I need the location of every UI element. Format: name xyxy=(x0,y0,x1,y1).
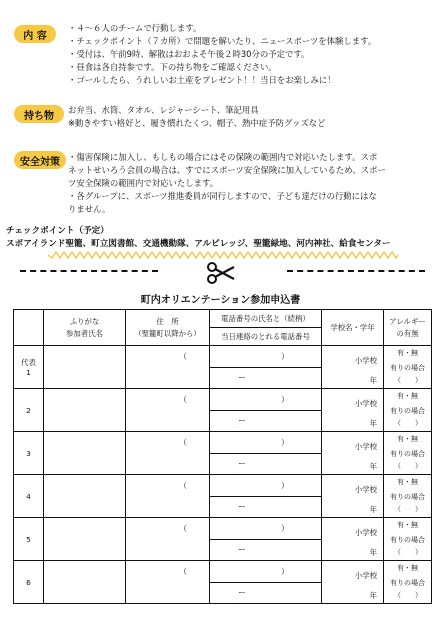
header-name-participant: 参加者氏名 xyxy=(66,328,103,338)
row-number xyxy=(14,475,44,518)
grade-suffix: 年 xyxy=(369,375,377,385)
grade-suffix: 年 xyxy=(369,504,377,514)
tel-number-dashes: ー ー xyxy=(238,544,322,565)
table-row xyxy=(14,389,432,432)
safety-line: ・各グループに、スポーツ推進委員が同行しますので、子ども達だけの行動にはな xyxy=(68,191,377,201)
allergy-option: 有・無 xyxy=(397,520,418,529)
name-field[interactable] xyxy=(44,389,126,432)
allergy-option: 有・無 xyxy=(397,391,418,400)
allergy-if-yes: 有りの場合 xyxy=(390,406,425,415)
safety-line: りません。 xyxy=(68,204,111,214)
school-field[interactable] xyxy=(322,346,384,389)
tel-field[interactable] xyxy=(179,432,322,479)
tel-number-dashes: ー ー xyxy=(238,372,322,393)
safety-lines xyxy=(68,151,386,216)
allergy-field[interactable] xyxy=(384,475,432,518)
allergy-paren: （ ） xyxy=(394,418,422,427)
tel-field[interactable] xyxy=(179,518,322,565)
header-address-title: 住 所 xyxy=(156,316,179,326)
tel-name-field[interactable] xyxy=(179,562,321,583)
tel-number-dashes: ー ー xyxy=(238,501,322,522)
relation-paren: （ ） xyxy=(179,480,315,490)
allergy-field[interactable] xyxy=(384,561,432,604)
application-form xyxy=(13,309,432,608)
table-row xyxy=(14,346,432,389)
school-field[interactable] xyxy=(322,475,384,518)
allergy-option: 有・無 xyxy=(397,434,418,443)
row-number-line1: 代表 xyxy=(21,358,36,367)
table-row xyxy=(14,518,432,561)
header-allergy-line2: の有無 xyxy=(396,328,419,338)
row-number xyxy=(14,518,44,561)
tel-name-field[interactable] xyxy=(179,519,321,540)
content-label: 内 容 xyxy=(14,25,56,43)
row-number xyxy=(14,432,44,475)
table-row xyxy=(14,475,432,518)
allergy-paren: （ ） xyxy=(394,461,422,470)
safety-line: ツ安全保険の範囲内で対応いたします。 xyxy=(68,178,219,188)
name-field[interactable] xyxy=(44,346,126,389)
header-name xyxy=(44,310,126,346)
header-tel-line1: 電話番号の氏名と（続柄） xyxy=(210,310,321,328)
row-number-line1: 6 xyxy=(26,577,31,587)
tel-number-dashes: ー ー xyxy=(238,458,322,479)
tel-number-dashes: ー ー xyxy=(238,415,322,436)
name-field[interactable] xyxy=(44,432,126,475)
name-field[interactable] xyxy=(44,475,126,518)
content-line: ・昼食は各自持参です。下の持ち物をご確認ください。 xyxy=(68,62,277,72)
header-allergy xyxy=(384,310,432,346)
table-row xyxy=(14,432,432,475)
allergy-if-yes: 有りの場合 xyxy=(390,578,425,587)
tel-number-dashes: ー ー xyxy=(238,587,322,608)
row-number xyxy=(14,389,44,432)
header-number xyxy=(14,310,44,346)
school-field[interactable] xyxy=(322,518,384,561)
belongings-line: お弁当、水筒、タオル、レジャーシート、筆記用具 xyxy=(68,105,259,115)
content-lines xyxy=(68,22,376,87)
cut-line-left xyxy=(20,270,158,272)
checkpoints-list: スポアイランド聖籠、町立図書館、交通機動隊、アルビレッジ、聖籠緑地、河内神社、給食センター xyxy=(6,239,391,249)
grade-suffix: 年 xyxy=(369,590,377,600)
header-allergy-line1: アレルギー xyxy=(389,316,426,326)
school-suffix: 小学校 xyxy=(354,527,377,537)
tel-name-field[interactable] xyxy=(179,390,321,411)
belongings-label: 持ち物 xyxy=(14,105,64,123)
row-number-line1: 5 xyxy=(26,534,31,544)
row-number-line1: 3 xyxy=(26,448,31,458)
allergy-field[interactable] xyxy=(384,432,432,475)
row-number-line2: 1 xyxy=(26,368,31,377)
school-suffix: 小学校 xyxy=(354,355,377,365)
relation-paren: （ ） xyxy=(179,566,315,576)
school-field[interactable] xyxy=(322,432,384,475)
tel-name-field[interactable] xyxy=(179,476,321,497)
school-field[interactable] xyxy=(322,561,384,604)
school-suffix: 小学校 xyxy=(354,570,377,580)
cut-line-right xyxy=(287,270,425,272)
belongings-lines xyxy=(68,104,326,130)
allergy-paren: （ ） xyxy=(394,590,422,599)
allergy-if-yes: 有りの場合 xyxy=(390,535,425,544)
allergy-field[interactable] xyxy=(384,518,432,561)
allergy-option: 有・無 xyxy=(397,477,418,486)
tel-field[interactable] xyxy=(179,561,322,608)
tel-field[interactable] xyxy=(179,475,322,522)
header-school: 学校名・学年 xyxy=(322,310,384,346)
belongings-line: ※動きやすい格好と、履き慣れたくつ、帽子、熱中症予防グッズなど xyxy=(68,118,326,128)
grade-suffix: 年 xyxy=(369,547,377,557)
safety-line: ネットせいろう会員の場合は、すでにスポーツ安全保険に加入しているため、スポー xyxy=(68,165,386,175)
row-number-line1: 4 xyxy=(26,491,31,501)
safety-label: 安全対策 xyxy=(14,151,66,169)
table-row xyxy=(14,561,432,604)
content-line: ・チェックポイント（７カ所）で問題を解いたり、ニュースポーツを体験します。 xyxy=(68,36,377,46)
school-field[interactable] xyxy=(322,389,384,432)
form-title: 町内オリエンテーション参加申込書 xyxy=(140,295,301,306)
allergy-field[interactable] xyxy=(384,346,432,389)
school-suffix: 小学校 xyxy=(354,441,377,451)
content-line: ・受付は、午前9時、解散はおおよそ午後２時30分の予定です。 xyxy=(68,49,310,59)
safety-line: ・傷害保険に加入し、もしもの場合にはその保険の範囲内で対応いたします。スポ xyxy=(68,152,378,162)
allergy-if-yes: 有りの場合 xyxy=(390,492,425,501)
relation-paren: （ ） xyxy=(179,394,315,404)
header-tel-line2: 当日連絡のとれる電話番号 xyxy=(221,332,310,341)
header-address xyxy=(126,310,210,346)
scissors-icon xyxy=(206,262,236,284)
relation-paren: （ ） xyxy=(179,523,315,533)
grade-suffix: 年 xyxy=(369,461,377,471)
tel-name-field[interactable] xyxy=(179,347,321,368)
content-line: ・４～６人のチームで行動します。 xyxy=(68,23,202,33)
name-field[interactable] xyxy=(44,561,126,604)
allergy-paren: （ ） xyxy=(394,504,422,513)
relation-paren: （ ） xyxy=(179,351,315,361)
checkpoints-heading: チェックポイント（予定） xyxy=(6,226,109,236)
school-suffix: 小学校 xyxy=(354,484,377,494)
relation-paren: （ ） xyxy=(179,437,315,447)
name-field[interactable] xyxy=(44,518,126,561)
row-number-line1: 2 xyxy=(26,405,31,415)
row-number xyxy=(14,561,44,604)
tel-field[interactable] xyxy=(179,389,322,436)
allergy-if-yes: 有りの場合 xyxy=(390,363,425,372)
allergy-if-yes: 有りの場合 xyxy=(390,449,425,458)
school-suffix: 小学校 xyxy=(354,398,377,408)
wavy-divider xyxy=(48,251,398,259)
allergy-option: 有・無 xyxy=(397,348,418,357)
tel-name-field[interactable] xyxy=(179,433,321,454)
content-line: ・ゴールしたら、うれしいお土産をプレゼント！！当日をお楽しみに！ xyxy=(68,75,336,85)
header-name-furigana: ふりがな xyxy=(69,316,100,326)
allergy-field[interactable] xyxy=(384,389,432,432)
allergy-paren: （ ） xyxy=(394,375,422,384)
grade-suffix: 年 xyxy=(369,418,377,428)
tel-field[interactable] xyxy=(179,346,322,393)
allergy-option: 有・無 xyxy=(397,563,418,572)
row-number xyxy=(14,346,44,389)
header-address-note: （聖籠町以降から） xyxy=(134,328,201,338)
header-tel xyxy=(210,310,322,346)
allergy-paren: （ ） xyxy=(394,547,422,556)
